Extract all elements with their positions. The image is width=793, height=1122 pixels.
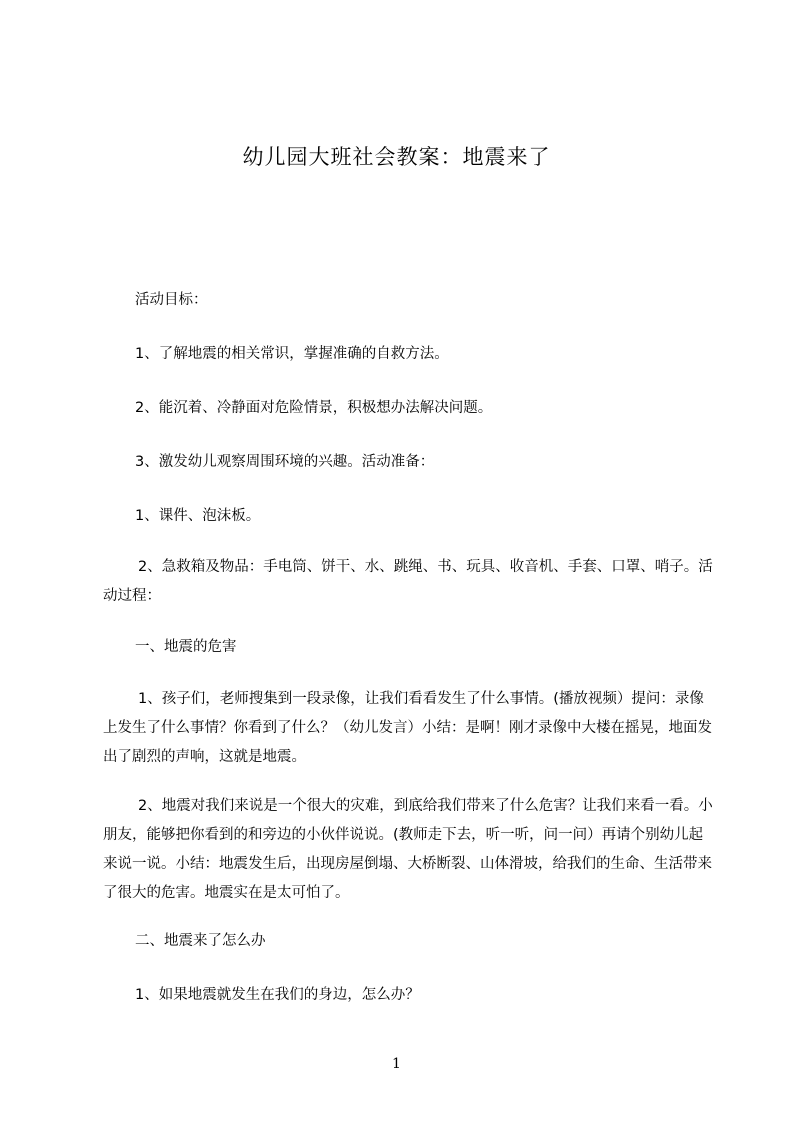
document-title: 幼儿园大班社会教案：地震来了 — [242, 145, 551, 169]
paragraph-section-1-item-1: 1、孩子们，老师搜集到一段录像，让我们看看发生了什么事情。(播放视频）提问：录像上发生了什么事情？你看到了什么？（幼儿发言）小结：是啊！刚才录像中大楼在摇晃，地面发出了剧烈的声响，这就是地震。 — [103, 691, 712, 765]
paragraph-section-1-heading: 一、地震的危害 — [135, 639, 237, 655]
paragraph-objectives-heading: 活动目标： — [135, 292, 208, 308]
paragraph-section-1-item-2: 2、地震对我们来说是一个很大的灾难，到底给我们带来了什么危害？让我们来看一看。小朋友，能够把你看到的和旁边的小伙伴说说。(教师走下去，听一听，问一问）再请个别幼儿起来说一说。小结：地震发生后，出现房屋倒塌、大桥断裂、山体滑坡，给我们的生命、生活带来了很大的危害。地震实在是太可怕了。 — [103, 798, 713, 901]
paragraph-section-2-heading: 二、地震来了怎么办 — [135, 933, 266, 949]
paragraph-objective-2: 2、能沉着、冷静面对危险情景，积极想办法解决问题。 — [135, 400, 493, 416]
page-number: 1 — [392, 1056, 401, 1072]
paragraph-section-2-item-1: 1、如果地震就发生在我们的身边，怎么办？ — [135, 987, 420, 1003]
paragraph-objective-1: 1、了解地震的相关常识，掌握准确的自救方法。 — [135, 346, 449, 362]
paragraph-preparation-2: 2、急救箱及物品：手电筒、饼干、水、跳绳、书、玩具、收音机、手套、口罩、哨子。活动过程： — [103, 559, 713, 604]
paragraph-preparation-1: 1、课件、泡沫板。 — [135, 508, 261, 524]
paragraph-objective-3: 3、激发幼儿观察周围环境的兴趣。活动准备： — [135, 454, 435, 470]
